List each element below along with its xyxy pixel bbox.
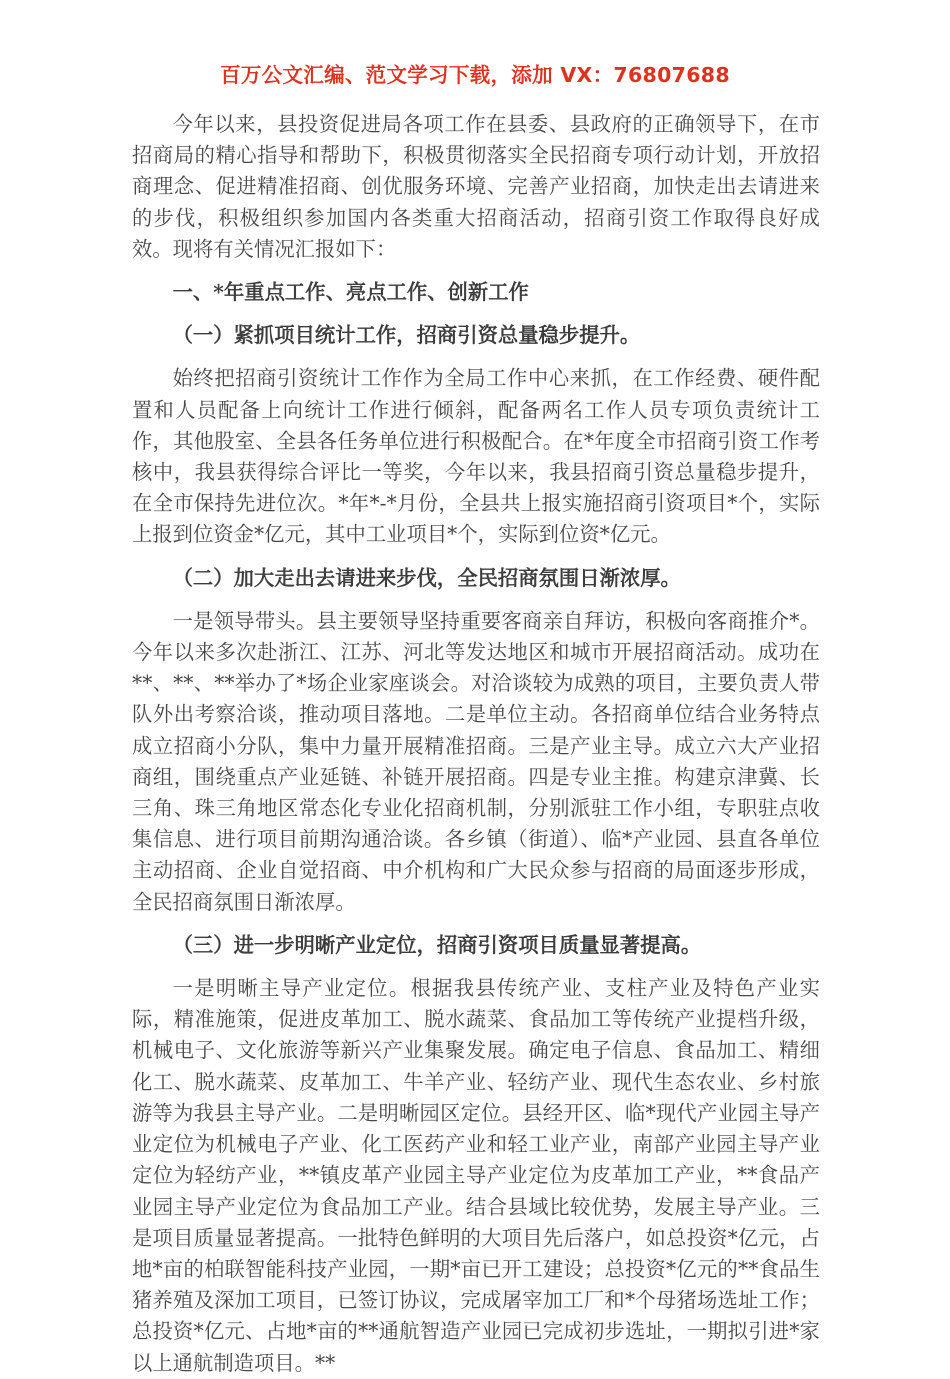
subsection-2-body: 一是领导带头。县主要领导坚持重要客商亲自拜访，积极向客商推介*。今年以来多次赴浙江、江苏、河北等发达地区和城市开展招商活动。成功在**、**、**举办了*场企业家座谈会。对洽谈较为成熟的项目，主要负责人带队外出考察洽谈，推动项目落地。二是单位主动。各招商单位结合业务特点成立招商小分队，集中力量开展精准招商。三是产业主导。成立六大产业招商组，围绕重点产业延链、补链开展招商。四是专业主推。构建京津冀、长三角、珠三角地区常态化专业化招商机制，分别派驻工作小组，专职驻点收集信息、进行项目前期沟通洽谈。各乡镇（街道）、临*产业园、县直各单位主动招商、企业自觉招商、中介机构和广大民众参与招商的局面逐步形成，全民招商氛围日渐浓厚。: [132, 608, 820, 914]
block-spacer: [132, 265, 820, 277]
subsection-heading-2: （二）加大走出去请进来步伐，全民招商氛围日渐浓厚。: [172, 565, 681, 590]
promo-banner-text: 百万公文汇编、范文学习下载，添加 VX：76807688: [220, 63, 730, 87]
block-spacer: [132, 961, 820, 973]
subsection-heading-1: （一）紧抓项目统计工作，招商引资总量稳步提升。: [172, 323, 641, 348]
subsection-3-body: 一是明晰主导产业定位。根据我县传统产业、支柱产业及特色产业实际，精准施策，促进皮革加工、脱水蔬菜、食品加工等传统产业提档升级，机械电子、文化旅游等新兴产业集聚发展。确定电子信息、食品加工、精细化工、脱水蔬菜、皮革加工、牛羊产业、轻纺产业、现代生态农业、乡村旅游等为我县主导产业。二是明晰园区定位。县经开区、临*现代产业园主导产业定位为机械电子产业、化工医药产业和轻工业产业，南部产业园主导产业定位为轻纺产业，**镇皮革产业园主导产业定位为皮革加工产业，**食品产业园主导产业定位为食品加工产业。结合县域比较优势，发展主导产业。三是项目质量显著提高。一批特色鲜明的大项目先后落户，如总投资*亿元，占地*亩的柏联智能科技产业园，一期*亩已开工建设；总投资*亿元的**食品生猪养殖及深加工项目，已签订协议，完成屠宰加工厂和*个母猪场选址工作；总投资*亿元、占地*亩的**通航智造产业园已完成初步选址，一期拟引进*家以上通航制造项目。**: [132, 976, 820, 1375]
document-body: [132, 109, 820, 1379]
block-spacer: [132, 308, 820, 320]
subsection-1-body: 始终把招商引资统计工作作为全局工作中心来抓，在工作经费、硬件配置和人员配备上向统计工作进行倾斜，配备两名工作人员专项负责统计工作，其他股室、全县各任务单位进行积极配合。在*年度全市招商引资工作考核中，我县获得综合评比一等奖，今年以来，我县招商引资总量稳步提升，在全市保持先进位次。*年*-*月份，全县共上报实施招商引资项目*个，实际上报到位资金*亿元，其中工业项目*个，实际到位资*亿元。: [132, 366, 820, 547]
subsection-heading-3: （三）进一步明晰产业定位，招商引资项目质量显著提高。: [172, 932, 702, 957]
block-spacer: [132, 918, 820, 930]
block-spacer: [132, 351, 820, 363]
block-spacer: [132, 551, 820, 563]
block-spacer: [132, 594, 820, 606]
intro-paragraph: 今年以来，县投资促进局各项工作在县委、县政府的正确领导下，在市招商局的精心指导和帮助下，积极贯彻落实全民招商专项行动计划，开放招商理念、促进精准招商、创优服务环境、完善产业招商，加快走出去请进来的步伐，积极组织参加国内各类重大招商活动，招商引资工作取得良好成效。现将有关情况汇报如下：: [132, 112, 820, 261]
section-heading-1: 一、*年重点工作、亮点工作、创新工作: [172, 280, 529, 305]
